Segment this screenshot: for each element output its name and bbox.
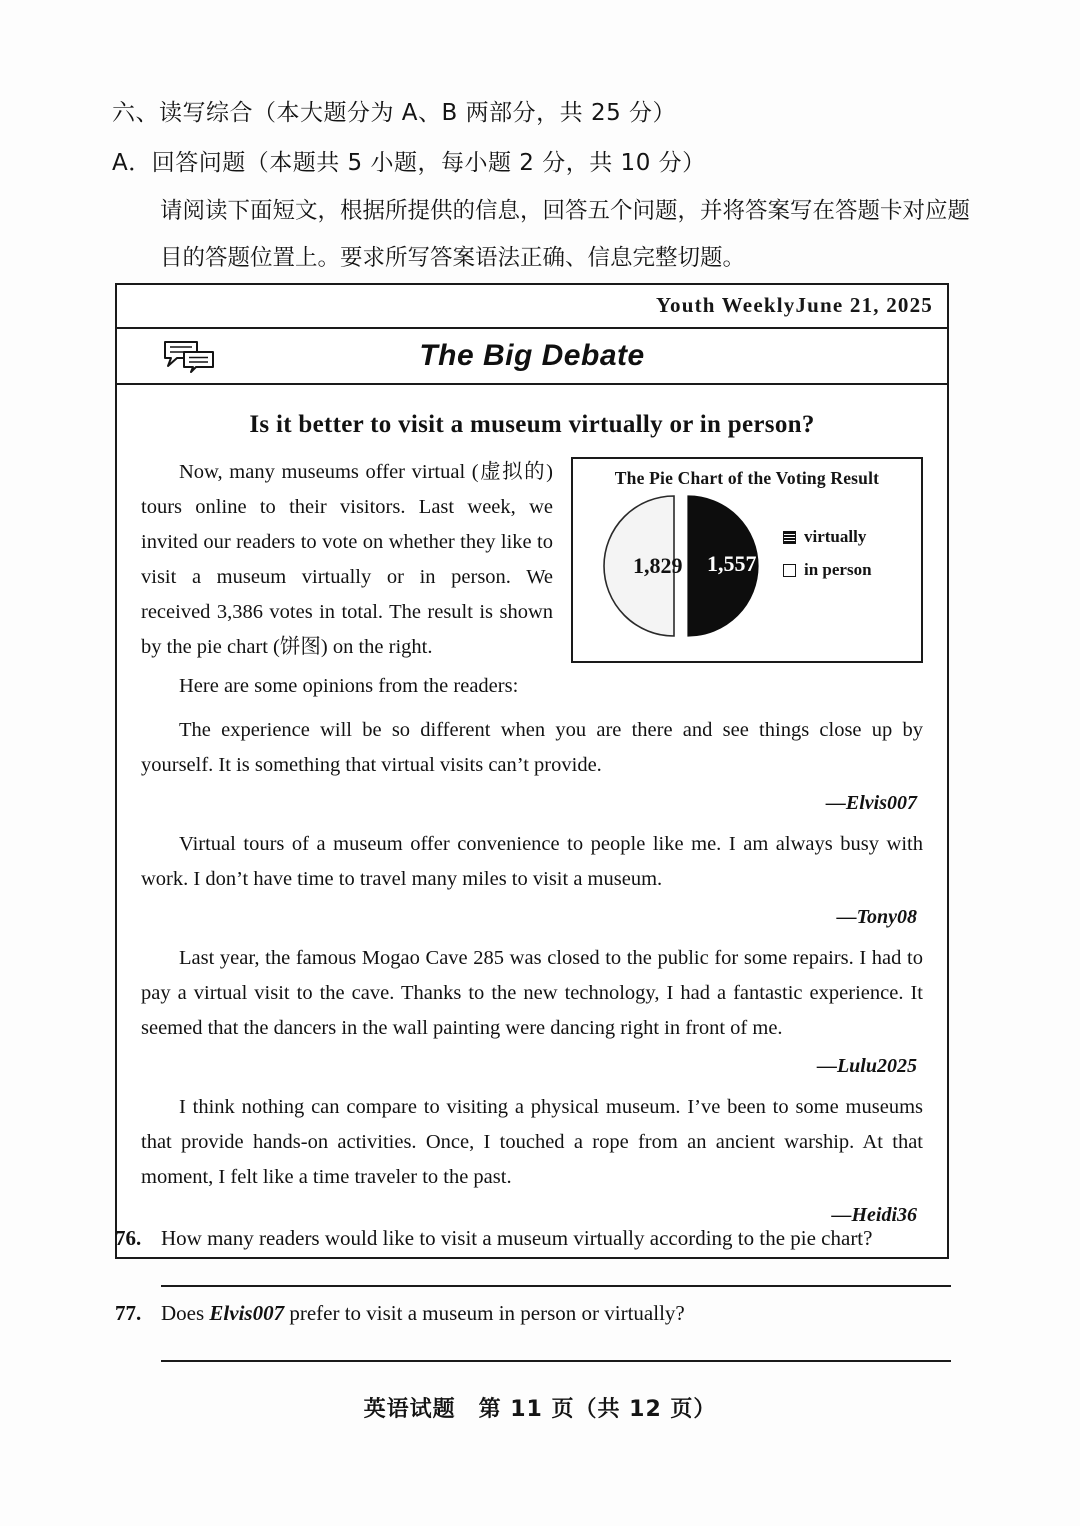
answer-line-77[interactable] xyxy=(161,1360,951,1362)
question-76 xyxy=(115,1226,955,1287)
publication-date: June 21, 2025 xyxy=(795,293,933,317)
pie-chart-card xyxy=(571,457,923,663)
newspaper-article-box xyxy=(115,283,949,1259)
intro-paragraph: Now, many museums offer virtual (虚拟的) tours online to their visitors. Last week, we invited our readers to vote on whether they like to visit a museum virtually or in person. We received 3,386 votes in total. The result is shown by the pie chart (饼图) on the right. xyxy=(141,461,553,658)
legend-label-virtually: virtually xyxy=(804,527,867,546)
legend-swatch-hollow-icon xyxy=(783,564,796,577)
chart-legend xyxy=(783,527,872,593)
question-77-number: 77. xyxy=(115,1301,142,1325)
directions-text: 请阅读下面短文，根据所提供的信息，回答五个问题，并将答案写在答题卡对应题目的答题位置上。要求所写答案语法正确、信息完整切题。 xyxy=(160,198,971,271)
pie-chart-graphic xyxy=(595,491,773,641)
section-heading: 六、读写综合（本大题分为 A、B 两部分，共 25 分） xyxy=(112,100,677,126)
article-subtitle: Is it better to visit a museum virtually or in person? xyxy=(249,411,815,438)
questions-block xyxy=(115,1226,955,1376)
question-77-username: Elvis007 xyxy=(209,1301,285,1325)
question-77 xyxy=(115,1301,955,1362)
footer-text: 英语试题 第 11 页（共 12 页） xyxy=(363,1397,717,1422)
chart-title: The Pie Chart of the Voting Result xyxy=(614,468,880,488)
question-76-text: How many readers would like to visit a museum virtually according to the pie chart? xyxy=(161,1226,873,1250)
question-76-number: 76. xyxy=(115,1226,142,1250)
opinion-paragraph-1: The experience will be so different when you are there and see things close up by yourself. It is something that virtual visits can’t provide. xyxy=(141,719,923,776)
page-footer xyxy=(0,1392,1080,1423)
opinion-paragraph-2: Virtual tours of a museum offer convenience to people like me. I am always busy with work. I don’t have time to travel many miles to visit a museum. xyxy=(141,833,923,890)
banner-title: The Big Debate xyxy=(419,339,645,372)
legend-item-virtually xyxy=(783,527,872,547)
question-77-text xyxy=(161,1301,955,1326)
question-77-pre: Does xyxy=(161,1301,210,1325)
publication-name: Youth Weekly xyxy=(656,293,796,317)
legend-item-in-person xyxy=(783,560,872,580)
opinion-author-3: —Lulu2025 xyxy=(816,1055,917,1077)
pie-label-in-person: 1,829 xyxy=(633,553,683,578)
legend-swatch-filled-icon xyxy=(783,531,796,544)
question-77-post: prefer to visit a museum in person or virtually? xyxy=(284,1301,685,1325)
speech-bubbles-icon xyxy=(163,339,217,373)
part-heading: A．回答问题（本题共 5 小题，每小题 2 分，共 10 分） xyxy=(112,150,706,176)
article-content xyxy=(117,385,947,1257)
masthead xyxy=(117,285,947,329)
lead-in-paragraph: Here are some opinions from the readers: xyxy=(179,675,519,697)
pie-label-virtually: 1,557 xyxy=(707,551,757,576)
answer-line-76[interactable] xyxy=(161,1285,951,1287)
instructions-block xyxy=(112,88,982,282)
opinion-author-2: —Tony08 xyxy=(836,906,917,928)
opinion-author-1: —Elvis007 xyxy=(825,792,917,814)
opinion-paragraph-3: Last year, the famous Mogao Cave 285 was closed to the public for some repairs. I had to pay a virtual visit to the cave. Thanks to the new technology, I had a fantastic experience. It seemed that the dancers in the wall painting were dancing right in front of me. xyxy=(141,947,923,1039)
opinion-paragraph-4: I think nothing can compare to visiting a physical museum. I’ve been to some museums that provide hands-on activities. Once, I touched a rope from an ancient warship. At that moment, I felt like a time traveler to the past. xyxy=(141,1096,923,1188)
opinion-author-4: —Heidi36 xyxy=(831,1204,917,1226)
legend-label-in-person: in person xyxy=(804,560,872,579)
banner xyxy=(117,329,947,385)
